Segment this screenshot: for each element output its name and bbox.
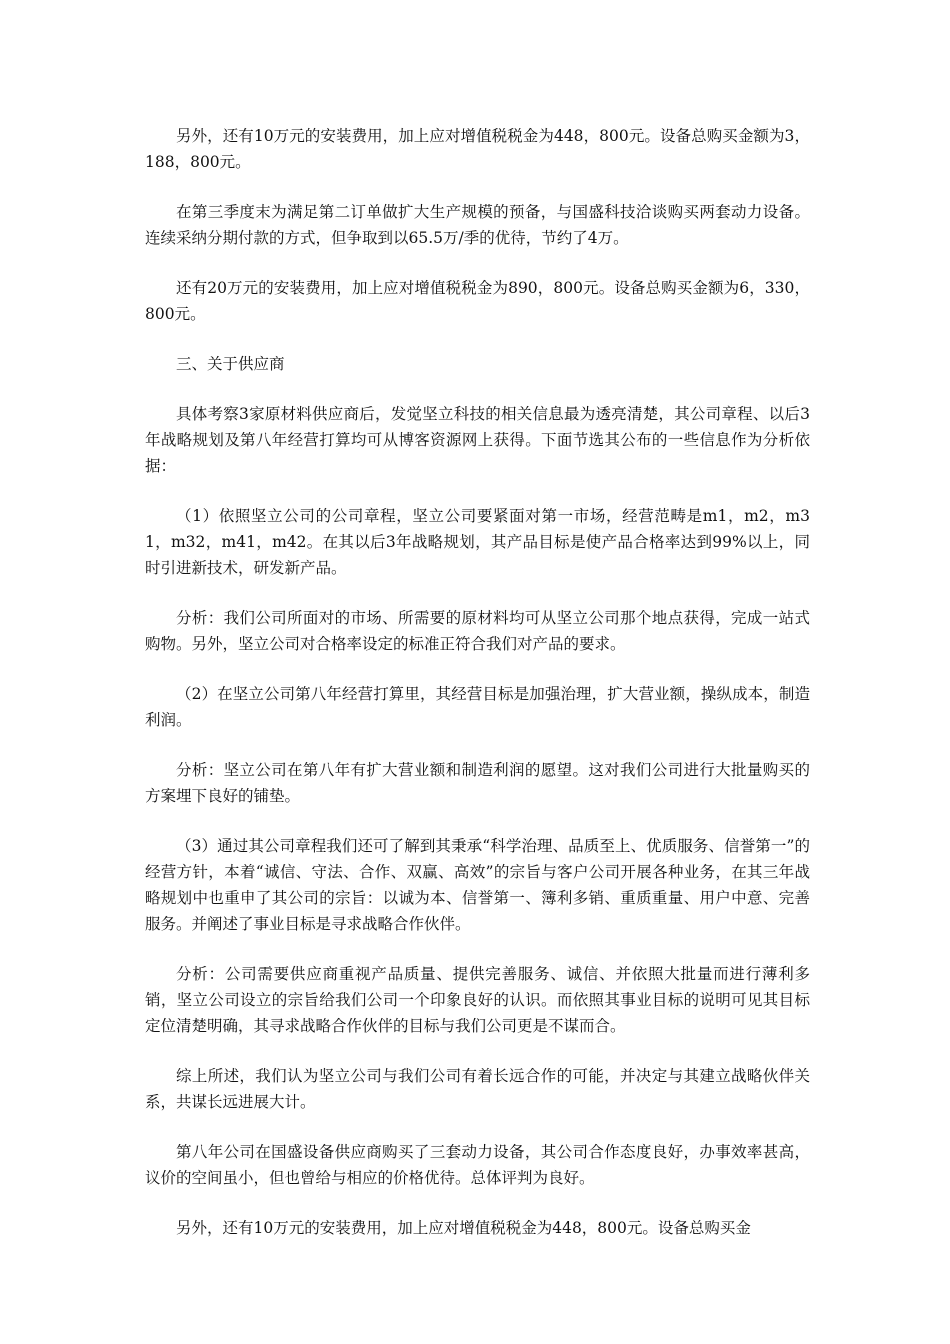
paragraph-q3-equipment-purchase: 在第三季度末为满足第二订单做扩大生产规模的预备，与国盛科技洽谈购买两套动力设备。连续采纳分期付款的方式，但争取到以65.5万/季的优待，节约了4万。 [145, 203, 810, 247]
paragraph-year8-purchase: 第八年公司在国盛设备供应商购买了三套动力设备，其公司合作态度良好，办事效率甚高，议价的空间虽小，但也曾给与相应的价格优待。总体评判为良好。 [145, 1143, 810, 1187]
paragraph-analysis-2: 分析：坚立公司在第八年有扩大营业额和制造利润的愿望。这对我们公司进行大批量购买的方案埋下良好的铺垫。 [145, 761, 810, 805]
paragraph-installation-fee-3: 另外，还有10万元的安装费用，加上应对增值税税金为448，800元。设备总购买金 [176, 1219, 751, 1237]
paragraph-analysis-1: 分析：我们公司所面对的市场、所需要的原材料均可从坚立公司那个地点获得，完成一站式购物。另外，坚立公司对合格率设定的标准正符合我们对产品的要求。 [145, 609, 810, 653]
paragraph-conclusion: 综上所述，我们认为坚立公司与我们公司有着长远合作的可能，并决定与其建立战略伙伴关系，共谋长远进展大计。 [145, 1067, 810, 1111]
paragraph-installation-fee-1: 另外，还有10万元的安装费用，加上应对增值税税金为448，800元。设备总购买金额为3，188，800元。 [145, 127, 810, 171]
paragraph-item-1-charter: （1）依照坚立公司的公司章程，坚立公司要紧面对第一市场，经营范畴是m1，m2，m31，m32，m41，m42。在其以后3年战略规划，其产品目标是使产品合格率达到99%以上，同时引进新技术，研发新产品。 [145, 507, 810, 577]
paragraph-installation-fee-2: 还有20万元的安装费用，加上应对增值税税金为890，800元。设备总购买金额为6，330，800元。 [145, 279, 810, 323]
paragraph-item-3-principles: （3）通过其公司章程我们还可了解到其秉承“科学治理、品质至上、优质服务、信誉第一”的经营方针，本着“诚信、守法、合作、双赢、高效”的宗旨与客户公司开展各种业务，在其三年战略规划中也重申了其公司的宗旨：以诚为本、信誉第一、簿利多销、重质重量、用户中意、完善服务。并阐述了事业目标是寻求战略合作伙伴。 [145, 837, 810, 933]
paragraph-item-2-plan: （2）在坚立公司第八年经营打算里，其经营目标是加强治理，扩大营业额，操纵成本，制造利润。 [145, 685, 810, 729]
paragraph-supplier-survey: 具体考察3家原材料供应商后，发觉坚立科技的相关信息最为透亮清楚，其公司章程、以后3年战略规划及第八年经营打算均可从博客资源网上获得。下面节选其公布的一些信息作为分析依据： [145, 405, 810, 475]
section-heading-suppliers: 三、关于供应商 [176, 355, 285, 373]
document-page [145, 123, 810, 1265]
paragraph-analysis-3: 分析：公司需要供应商重视产品质量、提供完善服务、诚信、并依照大批量而进行薄利多销，坚立公司设立的宗旨给我们公司一个印象良好的认识。而依照其事业目标的说明可见其目标定位清楚明确，其寻求战略合作伙伴的目标与我们公司更是不谋而合。 [145, 965, 810, 1035]
